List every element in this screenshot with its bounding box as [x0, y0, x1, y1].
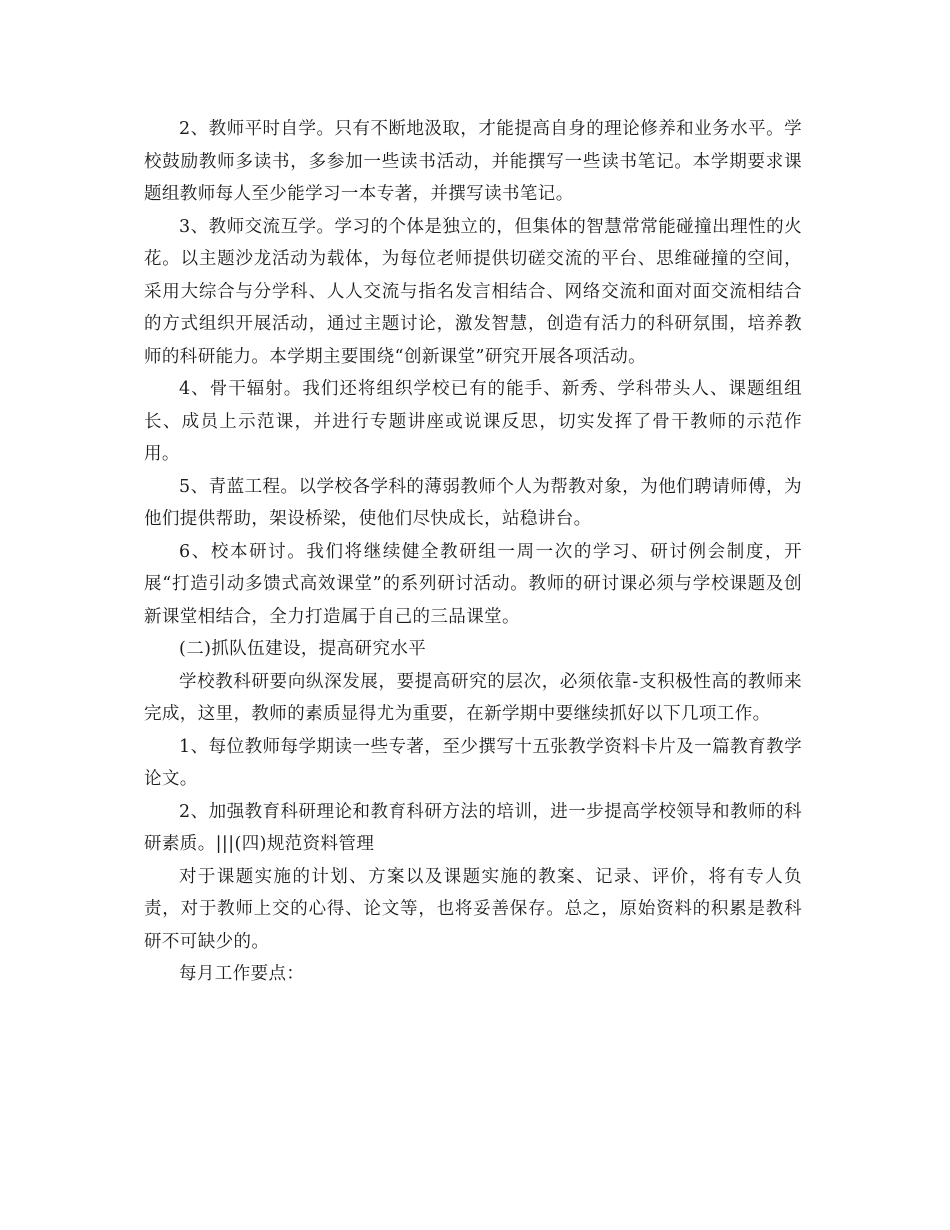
paragraph: 1、每位教师每学期读一些专著，至少撰写十五张教学资料卡片及一篇教育教学论文。 — [144, 736, 802, 789]
section-heading: (二)抓队伍建设，提高研究水平 — [179, 639, 427, 659]
paragraph: 对于课题实施的计划、方案以及课题实施的教案、记录、评价，将有专人负责，对于教师上交的心得、论文等，也将妥善保存。总之，原始资料的积累是教科研不可缺少的。 — [144, 866, 802, 952]
paragraph: 2、加强教育科研理论和教育科研方法的培训，进一步提高学校领导和教师的科研素质。|||(四)规范资料管理 — [144, 801, 802, 854]
document-body — [144, 113, 802, 991]
paragraph: 每月工作要点： — [179, 964, 305, 984]
paragraph: 2、教师平时自学。只有不断地汲取，才能提高自身的理论修养和业务水平。学校鼓励教师多读书，多参加一些读书活动，并能撰写一些读书笔记。本学期要求课题组教师每人至少能学习一本专著，并撰写读书笔记。 — [144, 119, 802, 204]
paragraph: 5、青蓝工程。以学校各学科的薄弱教师个人为帮教对象，为他们聘请师傅，为他们提供帮助，架设桥梁，使他们尽快成长，站稳讲台。 — [144, 476, 802, 529]
paragraph: 学校教科研要向纵深发展，要提高研究的层次，必须依靠-支积极性高的教师来完成，这里，教师的素质显得尤为重要，在新学期中要继续抓好以下几项工作。 — [144, 671, 802, 724]
paragraph: 4、骨干辐射。我们还将组织学校已有的能手、新秀、学科带头人、课题组组长、成员上示范课，并进行专题讲座或说课反思，切实发挥了骨干教师的示范作用。 — [144, 379, 802, 464]
paragraph: 6、校本研讨。我们将继续健全教研组一周一次的学习、研讨例会制度，开展“打造引动多馈式高效课堂”的系列研讨活动。教师的研讨课必须与学校课题及创新课堂相结合，全力打造属于自己的三品课堂。 — [144, 541, 802, 627]
paragraph: 3、教师交流互学。学习的个体是独立的，但集体的智慧常常能碰撞出理性的火花。以主题沙龙活动为载体，为每位老师提供切磋交流的平台、思维碰撞的空间，采用大综合与分学科、人人交流与指名发言相结合、网络交流和面对面交流相结合的方式组织开展活动，通过主题讨论，激发智慧，创造有活力的科研氛围，培养教师的科研能力。本学期主要围绕“创新课堂”研究开展各项活动。 — [144, 216, 802, 367]
